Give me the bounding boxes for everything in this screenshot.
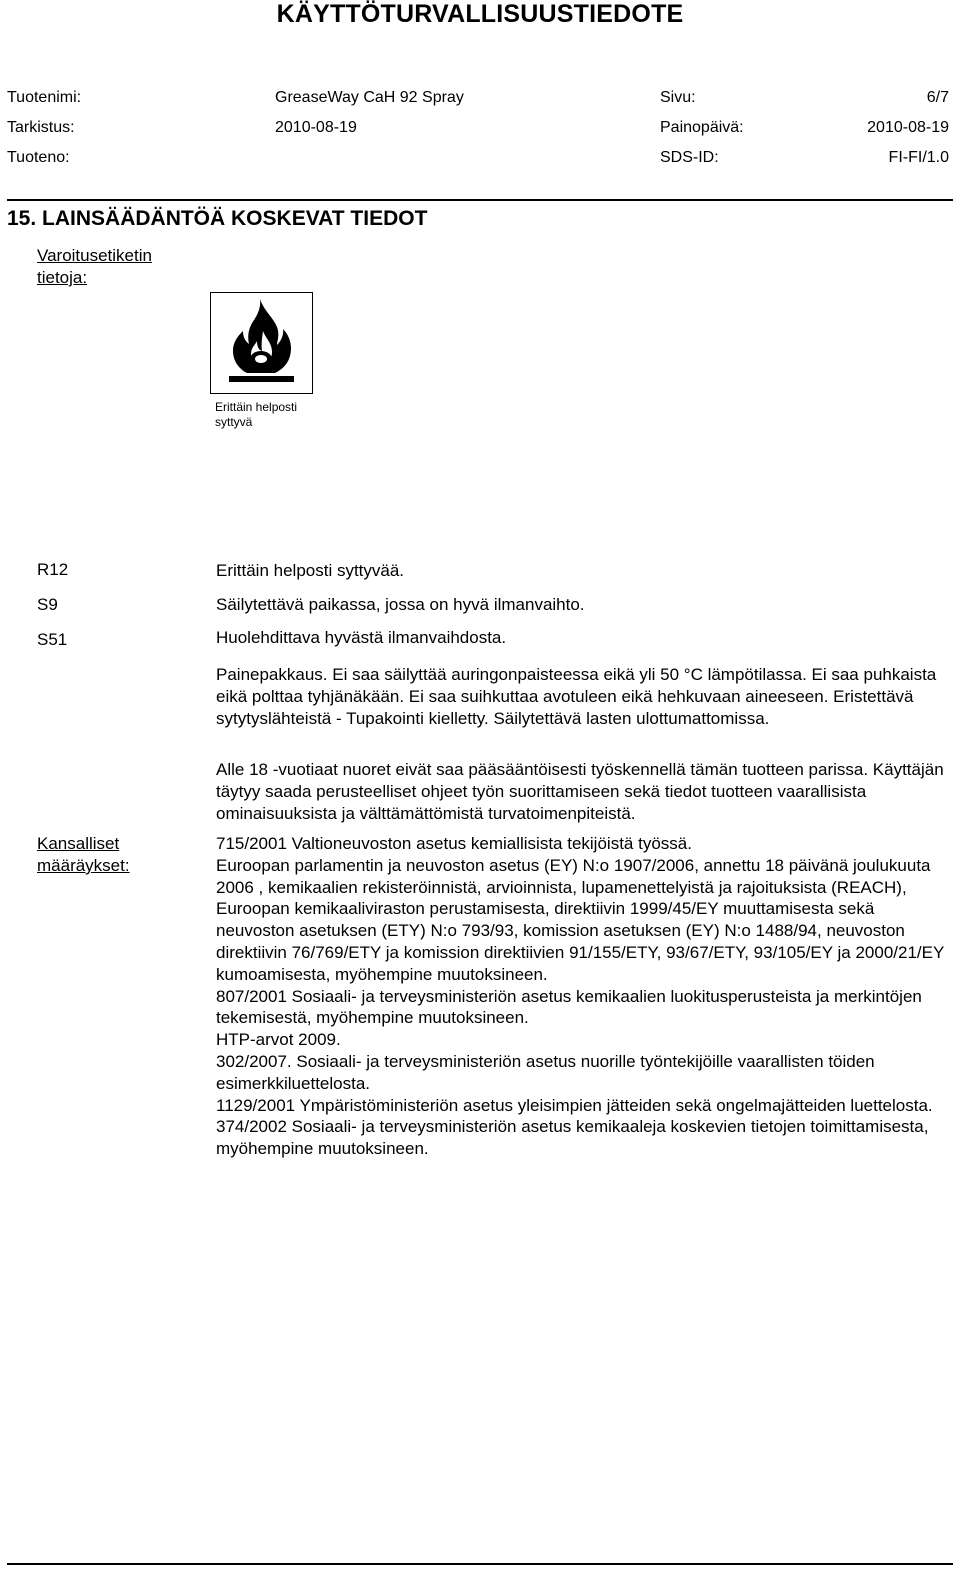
sds-id: FI-FI/1.0 [888, 149, 949, 166]
label-info-heading [37, 245, 152, 289]
phrase-code: S9 [37, 595, 58, 614]
product-name: GreaseWay CaH 92 Spray [275, 89, 464, 106]
regulation-item: 807/2001 Sosiaali- ja terveysministeriön asetus kemikaalien luokitusperusteista ja merkintöjen tekemisestä, myöhempine muutoksineen. [216, 986, 922, 1028]
phrase-text: Säilytettävä paikassa, jossa on hyvä ilmanvaihto. [216, 595, 585, 614]
pictogram-caption-line1: Erittäin helposti [215, 400, 298, 414]
label-info-heading-line1: Varoitusetiketin [37, 246, 152, 265]
regulation-item: Euroopan parlamentin ja neuvoston asetus (EY) N:o 1907/2006, annettu 18 päivänä joulukuuta 2006 , kemikaalien rekisteröinnistä, arvioinnista, lupamenettelyistä ja rajoituksista (REACH), Euroopan kemikaaliviraston perustamisesta, direktiivin 1999/45/EY muuttamisesta sekä neuvoston asetuksen (ETY) N:o 793/93, komission asetuksen (EY) N:o 1488/94, neuvoston direktiivin 76/769/ETY ja komission direktiivien 91/155/ETY, 93/67/ETY, 93/105/EY ja 2000/21/EY kumoamisesta, myöhempine muutoksineen. [216, 855, 944, 984]
page-number: 6/7 [926, 89, 949, 106]
product-no-label: Tuoteno: [7, 149, 70, 166]
pictogram-caption-line2: syttyvä [215, 415, 253, 429]
national-regulations-heading-line1: Kansalliset [37, 834, 120, 853]
phrase-text: Huolehdittava hyvästä ilmanvaihdosta. [216, 628, 507, 647]
national-intro: Alle 18 -vuotiaat nuoret eivät saa pääsääntöisesti työskennellä tämän tuotteen parissa. Käyttäjän täytyy saada perusteelliset ohjeet työn suorittamiseen sekä tiedot tuotteen vaarallisista ominaisuuksista ja välttämättömistä turvatoimenpiteistä. [216, 760, 944, 823]
footer-divider [7, 1563, 953, 1565]
product-name-label: Tuotenimi: [7, 89, 82, 106]
flame-icon [211, 293, 312, 393]
header-divider [7, 199, 953, 201]
phrase-code: R12 [37, 560, 69, 579]
revision-date: 2010-08-19 [275, 119, 357, 136]
print-date-label: Painopäivä: [660, 119, 744, 136]
regulation-item: 374/2002 Sosiaali- ja terveysministeriön asetus kemikaaleja koskevien tietojen toimittamisesta, myöhempine muutoksineen. [216, 1117, 929, 1159]
phrase-text: Erittäin helposti syttyvää. [216, 561, 405, 580]
section-title: 15. LAINSÄÄDÄNTÖÄ KOSKEVAT TIEDOT [7, 207, 428, 230]
regulation-item: 302/2007. Sosiaali- ja terveysministeriön asetus nuorille työntekijöille vaarallisten töiden esimerkkiluettelosta. [216, 1051, 875, 1093]
sds-id-label: SDS-ID: [660, 149, 719, 166]
phrase-code: S51 [37, 630, 68, 649]
regulations-list [216, 833, 946, 1160]
pictogram-caption [215, 400, 325, 430]
aerosol-note: Painepakkaus. Ei saa säilyttää auringonpaisteessa eikä yli 50 °C lämpötilassa. Ei saa puhkaista eikä polttaa tyhjänäkään. Ei saa suihkuttaa avotuleen eikä hehkuvaan aineeseen. Eristettävä sytytyslähteistä - Tupakointi kielletty. Säilytettävä lasten ulottumattomissa. [216, 665, 937, 728]
page-label: Sivu: [660, 89, 696, 106]
document-title: KÄYTTÖTURVALLISUUSTIEDOTE [276, 0, 684, 28]
label-info-heading-line2: tietoja: [37, 268, 88, 287]
print-date: 2010-08-19 [867, 119, 949, 136]
regulation-item: 715/2001 Valtioneuvoston asetus kemiallisista tekijöistä työssä. [216, 834, 692, 853]
revision-label: Tarkistus: [7, 119, 75, 136]
regulation-item: HTP-arvot 2009. [216, 1030, 341, 1050]
national-regulations-heading [37, 833, 130, 877]
regulation-item: 1129/2001 Ympäristöministeriön asetus yleisimpien jätteiden sekä ongelmajätteiden luettelosta. [216, 1095, 933, 1115]
hazard-pictogram [210, 292, 313, 394]
national-regulations-heading-line2: määräykset: [37, 856, 130, 875]
